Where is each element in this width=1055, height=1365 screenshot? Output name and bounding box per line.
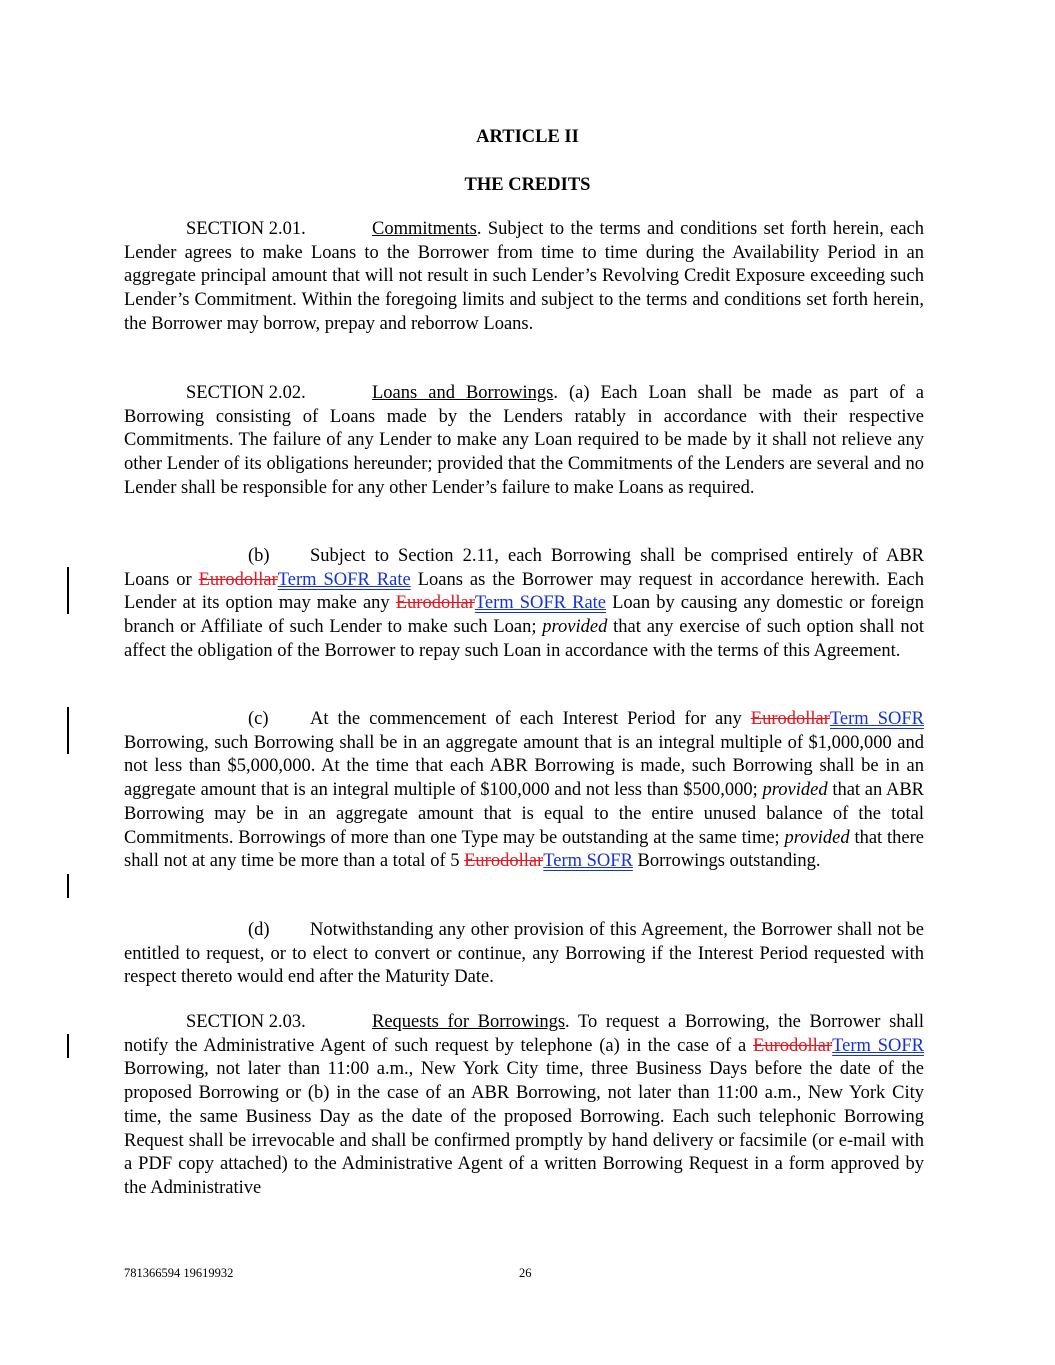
paragraph-text: that any exercise of such option shall not affect the obligation of the Borrower to repay such Loan in accordance with the terms of this Agreement.	[124, 617, 924, 661]
section-text: . Subject to the terms and conditions set forth herein, each Lender agrees to make Loans to the Borrower from time to time during the Availability Period in an aggregate principal amount that will not result in such Lender’s Revolving Credit Exposure exceeding such Lender’s Commitment. Within the foregoing limits and subject to the terms and conditions set forth herein, the Borrower may borrow, prepay and reborrow Loans.	[124, 219, 924, 334]
paragraph-text: . To request a Borrowing, the Borrower shall notify the Administrative Agent of such request by telephone (a) in the case of a	[124, 1012, 925, 1056]
section-2-01	[124, 218, 924, 337]
italic-text: provided	[762, 780, 828, 801]
section-title: Loans and Borrowings	[372, 383, 554, 403]
subsection-b	[124, 545, 924, 664]
revision-bar	[67, 567, 69, 614]
inserted-text: Term SOFR	[829, 709, 924, 729]
deleted-text: Eurodollar	[464, 851, 544, 872]
footer-page-number: 26	[519, 1266, 532, 1280]
subsection-c	[124, 708, 924, 874]
inserted-text: Term SOFR	[543, 851, 633, 872]
subsection-label: (b)	[248, 546, 270, 566]
section-label: SECTION 2.01.	[186, 219, 306, 239]
revision-bar	[67, 707, 69, 754]
section-label: SECTION 2.02.	[186, 383, 306, 403]
paragraph-text: that there shall not at any time be more than a total of 5	[124, 827, 924, 872]
inserted-text: Term SOFR Rate	[277, 569, 411, 590]
paragraph-text: Borrowings outstanding.	[632, 851, 821, 872]
paragraph-text: Notwithstanding any other provision of this Agreement, the Borrower shall not be entitled to request, or to elect to convert or continue, any Borrowing if the Interest Period requested with respect thereto would end after the Maturity Date.	[124, 920, 924, 988]
paragraph-text: Subject to Section 2.11, each Borrowing shall be comprised entirely of ABR Loans or	[124, 546, 924, 590]
revision-bar	[67, 874, 69, 898]
deleted-text: Eurodollar	[753, 1035, 833, 1056]
section-title: Commitments	[372, 219, 477, 239]
paragraph-text: Borrowing, such Borrowing shall be in an aggregate amount that is an integral multiple of $1,000,000 and not less than $5,000,000. At the time that each ABR Borrowing is made, such Borrowing shall be in an aggregate amount that is an integral multiple of $100,000 and not less than $500,000;	[124, 732, 924, 801]
subsection-label: (c)	[248, 709, 269, 729]
paragraph-text: that an ABR Borrowing may be in an aggregate amount that is equal to the entire unused balance of the total Commitments. Borrowings of more than one Type may be outstanding at the same time;	[124, 780, 924, 848]
paragraph-text: Loan by causing any domestic or foreign branch or Affiliate of such Lender to make such Loan;	[124, 593, 925, 638]
deleted-text: Eurodollar	[395, 593, 475, 614]
section-title: Requests for Borrowings	[372, 1012, 566, 1032]
section-text: . (a) Each Loan shall be made as part of a Borrowing consisting of Loans made by the Lenders ratably in accordance with their respective Commitments. The failure of any Lender to make any Loan required to be made by it shall not relieve any other Lender of its obligations hereunder; provided that the Commitments of the Lenders are several and no Lender shall be responsible for any other Lender’s failure to make Loans as required.	[124, 383, 924, 498]
italic-text: provided	[784, 827, 850, 848]
section-2-02	[124, 382, 924, 501]
deleted-text: Eurodollar	[750, 709, 830, 729]
inserted-text: Term SOFR	[832, 1035, 924, 1056]
inserted-text: Term SOFR Rate	[474, 593, 607, 614]
article-title: ARTICLE II	[476, 127, 579, 147]
subsection-d	[124, 919, 924, 990]
paragraph-text: Loans as the Borrower may request in accordance herewith. Each Lender at its option may make any	[124, 569, 924, 614]
paragraph-text: At the commencement of each Interest Period for any	[310, 709, 751, 729]
italic-text: provided	[542, 617, 608, 638]
footer-document-id: 781366594 19619932	[124, 1266, 234, 1280]
revision-bar	[67, 1034, 69, 1058]
subsection-label: (d)	[248, 920, 270, 940]
section-2-03	[124, 1011, 924, 1201]
paragraph-text: Borrowing, not later than 11:00 a.m., New York City time, three Business Days before the date of the proposed Borrowing or (b) in the case of an ABR Borrowing, not later than 11:00 a.m., New York City time, the same Business Day as the date of the proposed Borrowing. Each such telephonic Borrowing Request shall be irrevocable and shall be confirmed promptly by hand delivery or facsimile (or e-mail with a PDF copy attached) to the Administrative Agent of a written Borrowing Request in a form approved by the Administrative	[124, 1059, 924, 1198]
section-label: SECTION 2.03.	[186, 1012, 306, 1032]
deleted-text: Eurodollar	[198, 569, 278, 590]
article-subtitle: THE CREDITS	[464, 175, 591, 195]
